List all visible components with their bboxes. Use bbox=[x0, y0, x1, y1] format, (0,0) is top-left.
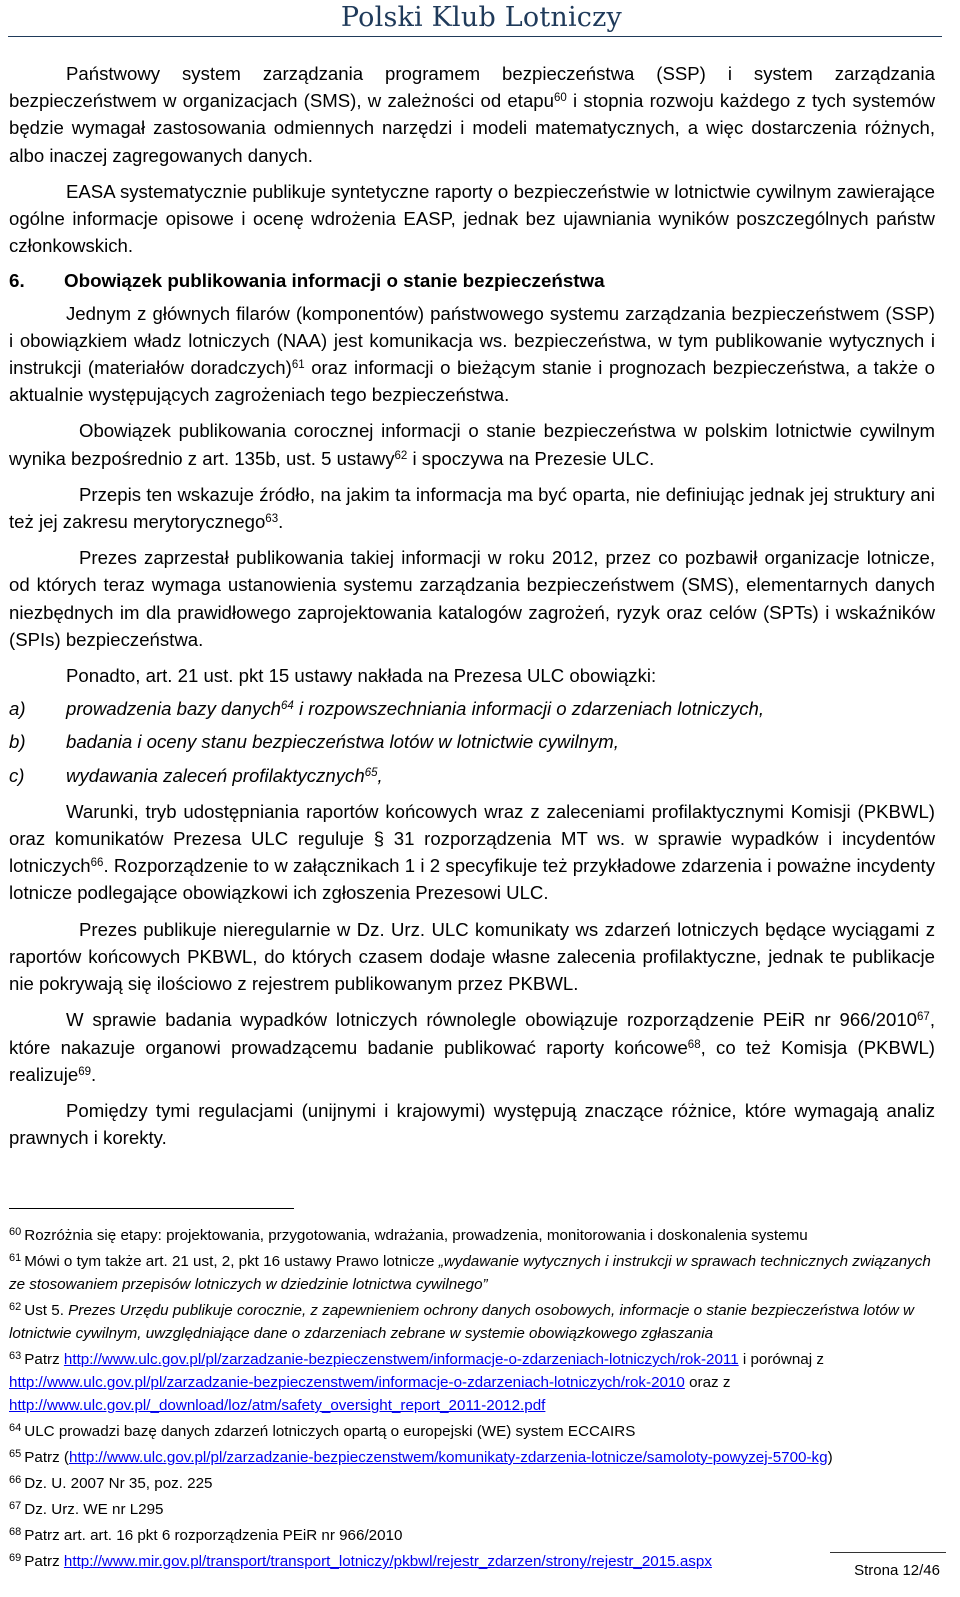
list-item bbox=[9, 695, 935, 722]
footnote-ref-66[interactable]: 66 bbox=[90, 857, 104, 870]
paragraph-publications: Prezes publikuje nieregularnie w Dz. Urz. ULC komunikaty ws zdarzeń lotniczych będące wyciągami z raportów końcowych PKBWL, do których czasem dodaje własne zalecenia profilaktyczne, jednak te publikacje nie pokrywają się ilościowo z rejestrem publikowanym przez PKBWL. bbox=[9, 918, 935, 995]
paragraph-text: i spoczywa na Prezesie ULC. bbox=[407, 447, 655, 469]
paragraph-regulation bbox=[9, 1006, 935, 1088]
footnote-ref-64[interactable]: 64 bbox=[281, 700, 294, 713]
list-marker: c) bbox=[9, 764, 25, 786]
header-title: Polski Klub Lotniczy bbox=[340, 2, 622, 33]
paragraph-text: Jednym z głównych filarów (komponentów) państwowego systemu zarządzania bezpieczeństwem (SSP) i obowiązkiem władz lotniczych (NAA) jest komunikacja ws. bezpieczeństwa, w tym publikowanie wytycznych i instrukcji (materiałów doradczych) bbox=[9, 302, 935, 379]
paragraph-differences: Pomiędzy tymi regulacjami (unijnymi i krajowymi) występują znaczące różnice, które wymagają analiz prawnych i korekty. bbox=[9, 1099, 935, 1149]
list-text: , bbox=[377, 764, 383, 786]
footnote-63 bbox=[9, 1345, 937, 1417]
paragraph-text: . bbox=[91, 1063, 97, 1085]
page-number: Strona 12/46 bbox=[854, 1562, 940, 1579]
footnote-ref-63[interactable]: 63 bbox=[265, 513, 279, 526]
list-marker: b) bbox=[9, 731, 26, 753]
list-text: prowadzenia bazy danych bbox=[66, 698, 281, 720]
footnote-66 bbox=[9, 1469, 937, 1495]
footnote-ref-62[interactable]: 62 bbox=[394, 449, 408, 462]
footnote-text: Patrz ( bbox=[24, 1449, 69, 1466]
footnote-text: Dz. U. 2007 Nr 35, poz. 225 bbox=[24, 1475, 213, 1492]
footnote-link[interactable]: http://www.ulc.gov.pl/_download/loz/atm/safety_oversight_report_2011-2012.pdf bbox=[9, 1397, 546, 1414]
section-heading bbox=[9, 267, 935, 294]
list-item bbox=[9, 762, 935, 789]
footnote-link[interactable]: http://www.ulc.gov.pl/pl/zarzadzanie-bezpieczenstwem/komunikaty-zdarzenia-lotnicze/samoloty-powyzej-5700-kg bbox=[68, 1449, 828, 1466]
footnote-number: 63 bbox=[9, 1350, 22, 1362]
list-item bbox=[9, 728, 935, 755]
section-title: Obowiązek publikowania informacji o stanie bezpieczeństwa bbox=[64, 270, 605, 292]
footnotes bbox=[9, 1221, 937, 1573]
list-text: wydawania zaleceń profilaktycznych bbox=[66, 764, 365, 786]
footnote-quote: „wydawanie wytycznych i instrukcji w sprawach technicznych związanych ze stosowaniem przepisów lotniczych w dziedzinie lotnictwa cywilnego” bbox=[9, 1253, 931, 1293]
paragraph-text: , co też Komisja (PKBWL) realizuje bbox=[9, 1036, 935, 1085]
footnote-number: 60 bbox=[9, 1226, 22, 1238]
paragraph-ssp-sms bbox=[9, 60, 935, 169]
footnote-link[interactable]: http://www.ulc.gov.pl/pl/zarzadzanie-bezpieczenstwem/informacje-o-zdarzeniach-lotniczych/rok-2010 bbox=[9, 1374, 685, 1391]
footnote-61 bbox=[9, 1247, 937, 1296]
page-number-divider bbox=[830, 1552, 946, 1553]
paragraph-conditions bbox=[9, 798, 935, 907]
footnote-ref-69[interactable]: 69 bbox=[78, 1065, 92, 1078]
paragraph-text: Warunki, tryb udostępniania raportów końcowych wraz z zaleceniami profilaktycznymi Komisji (PKBWL) oraz komunikatów Prezesa ULC reguluje § 31 rozporządzenia MT ws. w sprawie wypadków i incydentów lotniczych bbox=[9, 800, 935, 877]
footnote-link[interactable]: http://www.ulc.gov.pl/pl/zarzadzanie-bezpieczenstwem/informacje-o-zdarzeniach-lotniczych/rok-2011 bbox=[63, 1351, 739, 1368]
footnote-ref-68[interactable]: 68 bbox=[687, 1038, 701, 1051]
footnote-text: ULC prowadzi bazę danych zdarzeń lotniczych opartą o europejski (WE) system ECCAIRS bbox=[24, 1423, 636, 1440]
paragraph-obligation bbox=[9, 417, 935, 471]
footnote-text: Dz. Urz. WE nr L295 bbox=[24, 1501, 164, 1518]
paragraph-text: Obowiązek publikowania corocznej informacji o stanie bezpieczeństwa w polskim lotnictwie cywilnym wynika bezpośrednio z art. 135b, ust. 5 ustawy bbox=[9, 420, 935, 469]
footnote-text: Ust 5. bbox=[24, 1302, 69, 1319]
main-text bbox=[9, 60, 935, 1151]
section-number: 6. bbox=[9, 270, 25, 292]
paragraph-ssp-pillar bbox=[9, 300, 935, 409]
footnote-text: Patrz bbox=[24, 1351, 64, 1368]
footnote-text: Rozróżnia się etapy: projektowania, przygotowania, wdrażania, prowadzenia, monitorowania i doskonalenia systemu bbox=[24, 1227, 808, 1244]
footnote-60 bbox=[9, 1221, 937, 1247]
footnote-62 bbox=[9, 1296, 937, 1345]
footnote-text: Mówi o tym także art. 21 ust, 2, pkt 16 ustawy Prawo lotnicze bbox=[24, 1253, 439, 1270]
paragraph-prezes-2012: Prezes zaprzestał publikowania takiej informacji w roku 2012, przez co pozbawił organizacje lotnicze, od których teraz wymaga ustanowienia systemu zarządzania bezpieczeństwem (SMS), elementarnych danych niezbędnych im dla prawidłowego zaprojektowania katalogów zagrożeń, ryzyk oraz celów (SPTs) i wskaźników (SPIs) bezpieczeństwa. bbox=[9, 547, 935, 650]
paragraph-text: Przepis ten wskazuje źródło, na jakim ta informacja ma być oparta, nie definiując jednak jej struktury ani też jej zakresu merytorycznego bbox=[9, 483, 935, 533]
paragraph-text: . bbox=[278, 511, 284, 533]
footnote-divider bbox=[9, 1208, 294, 1209]
footnote-number: 68 bbox=[9, 1526, 22, 1538]
footnote-number: 62 bbox=[9, 1301, 22, 1313]
footnote-number: 66 bbox=[9, 1474, 22, 1486]
list-text: badania i oceny stanu bezpieczeństwa lotów w lotnictwie cywilnym, bbox=[66, 731, 619, 753]
list-marker: a) bbox=[9, 698, 26, 720]
footnote-ref-60[interactable]: 60 bbox=[553, 92, 567, 105]
paragraph-source bbox=[9, 481, 935, 535]
footnote-68 bbox=[9, 1521, 937, 1547]
paragraph-text: W sprawie badania wypadków lotniczych równolegle obowiązuje rozporządzenie PEiR nr 966/2010 bbox=[66, 1009, 918, 1031]
header-divider bbox=[8, 36, 942, 37]
paragraph-text: , które nakazuje organowi prowadzącemu badanie publikować raporty końcowe bbox=[9, 1009, 935, 1058]
footnote-65 bbox=[9, 1443, 937, 1469]
paragraph-text: . Rozporządzenie to w załącznikach 1 i 2 specyfikuje też przykładowe zdarzenia i poważne incydenty lotnicze podlegające obowiązkowi ich zgłoszenia Prezesowi ULC. bbox=[9, 855, 935, 904]
paragraph-text: Państwowy system zarządzania programem bezpieczeństwa (SSP) i system zarządzania bezpieczeństwem w organizacjach (SMS), w zależności od etapu bbox=[9, 63, 935, 112]
footnote-69 bbox=[9, 1547, 937, 1573]
page-header bbox=[0, 0, 960, 36]
footnote-quote: Prezes Urzędu publikuje corocznie, z zapewnieniem ochrony danych osobowych, informacje o stanie bezpieczeństwa lotów w lotnictwie cywilnym, uwzględniające dane o zdarzeniach zebrane w systemie obowiązkowego zgłaszania bbox=[9, 1302, 915, 1342]
footnote-text: oraz z bbox=[684, 1374, 731, 1391]
footnote-64 bbox=[9, 1417, 937, 1443]
paragraph-easa: EASA systematycznie publikuje syntetyczne raporty o bezpieczeństwie w lotnictwie cywilnym zawierające ogólne informacje opisowe i ocenę wdrożenia EASP, jednak bez ujawniania wyników poszczególnych państw członkowskich. bbox=[9, 180, 935, 257]
footnote-number: 65 bbox=[9, 1448, 22, 1460]
footnote-number: 67 bbox=[9, 1500, 22, 1512]
footnote-number: 69 bbox=[9, 1552, 22, 1564]
footnote-number: 64 bbox=[9, 1422, 22, 1434]
list-text: i rozpowszechniania informacji o zdarzeniach lotniczych, bbox=[293, 698, 765, 720]
footnote-ref-67[interactable]: 67 bbox=[917, 1011, 930, 1024]
footnote-ref-65[interactable]: 65 bbox=[364, 766, 378, 779]
paragraph-obligations-intro: Ponadto, art. 21 ust. pkt 15 ustawy nakłada na Prezesa ULC obowiązki: bbox=[66, 665, 657, 687]
footnote-link[interactable]: http://www.mir.gov.pl/transport/transport_lotniczy/pkbwl/rejestr_zdarzen/strony/rejestr_2015.aspx bbox=[63, 1553, 712, 1570]
footnote-text: i porównaj z bbox=[738, 1351, 824, 1368]
footnote-67 bbox=[9, 1495, 937, 1521]
footnote-text: Patrz bbox=[24, 1553, 64, 1570]
paragraph-text: i stopnia rozwoju każdego z tych systemów będzie wymagał zastosowania odmiennych narzędzi i modeli matematycznych, a więc dostarczenia różnych, albo inaczej zagregowanych danych. bbox=[9, 90, 935, 166]
paragraph-text: oraz informacji o bieżącym stanie i prognozach bezpieczeństwa, a także o aktualnie występujących zagrożeniach tego bezpieczeństwa. bbox=[9, 357, 936, 406]
footnote-ref-61[interactable]: 61 bbox=[291, 359, 305, 372]
footnote-text: Patrz art. art. 16 pkt 6 rozporządzenia PEiR nr 966/2010 bbox=[24, 1527, 403, 1544]
footnote-text: ) bbox=[827, 1449, 833, 1466]
footnote-number: 61 bbox=[9, 1252, 22, 1264]
